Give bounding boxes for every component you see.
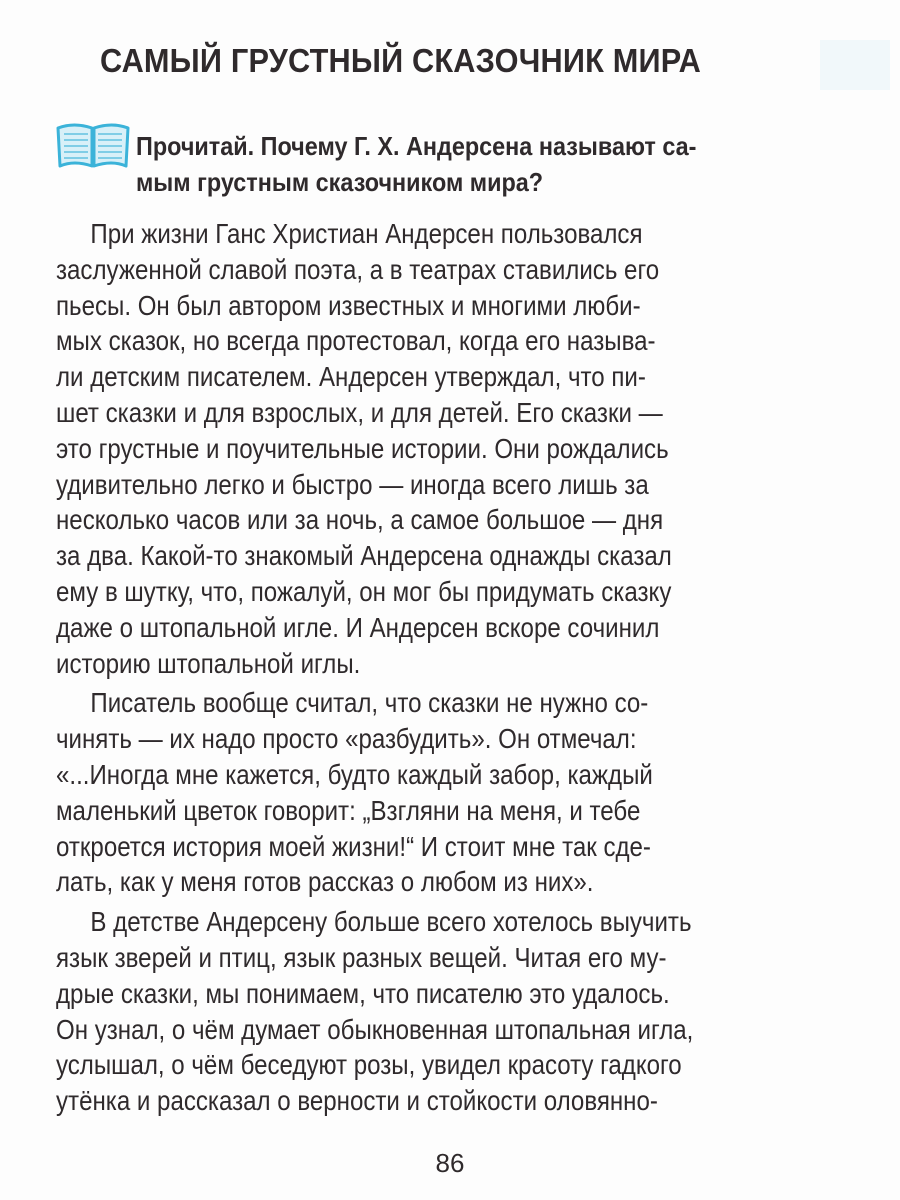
paragraph-3 (56, 904, 896, 1119)
text-line: ему в шутку, что, пожалуй, он мог бы придумать сказку (56, 575, 672, 607)
text-line: это грустные и поучительные истории. Они рождались (56, 432, 669, 464)
page-title: САМЫЙ ГРУСТНЫЙ СКАЗОЧНИК МИРА (100, 42, 702, 79)
text-line: удивительно легко и быстро — иногда всего лишь за (56, 468, 649, 500)
text-line: ли детским писателем. Андерсен утверждал, что пи- (56, 361, 646, 393)
article-body (56, 216, 896, 1123)
text-line: чинять — их надо просто «разбудить». Он отмечал: (56, 723, 637, 755)
bleed-through-shade (820, 40, 890, 90)
text-line: историю штопальной иглы. (56, 647, 361, 679)
text-line: мых сказок, но всегда протестовал, когда его называ- (56, 325, 656, 357)
open-book-icon (52, 120, 134, 170)
text-line: шет сказки и для взрослых, и для детей. Его сказки — (56, 396, 663, 428)
text-line: маленький цветок говорит: „Взгляни на меня, и тебе (56, 794, 641, 826)
text-line: При жизни Ганс Христиан Андерсен пользовался (90, 218, 643, 249)
text-line: пьесы. Он был автором известных и многими люби- (56, 289, 641, 321)
text-line: Писатель вообще считал, что сказки не нужно со- (90, 687, 649, 719)
text-line: Он узнал, о чём думает обыкновенная штопальная игла, (56, 1013, 694, 1045)
text-line: заслуженной славой поэта, а в театрах ставились его (56, 253, 660, 285)
text-line: несколько часов или за ночь, а самое большое — дня (56, 504, 664, 536)
text-line: утёнка и рассказал о верности и стойкости оловянно- (56, 1085, 658, 1117)
text-line: дрые сказки, мы понимаем, что писателю это удалось. (56, 977, 670, 1009)
text-line: услышал, о чём беседуют розы, увидел красоту гадкого (56, 1049, 682, 1081)
text-line: язык зверей и птиц, язык разных вещей. Читая его му- (56, 941, 667, 973)
task-line: мым грустным сказочником мира? (136, 167, 544, 197)
text-line: лать, как у меня готов рассказ о любом из них». (56, 866, 594, 898)
text-line: за два. Какой-то знакомый Андерсена однажды сказал (56, 540, 672, 572)
text-line: В детстве Андерсену больше всего хотелось выучить (90, 906, 692, 938)
task-question (136, 128, 820, 200)
text-line: «...Иногда мне кажется, будто каждый забор, каждый (56, 758, 653, 790)
task-line: Прочитай. Почему Г. Х. Андерсена называют са- (136, 131, 697, 161)
paragraph-1 (56, 216, 896, 681)
text-line: даже о штопальной игле. И Андерсен вскоре сочинил (56, 611, 660, 643)
text-line: откроется история моей жизни!“ И стоит мне так сде- (56, 830, 651, 862)
paragraph-2 (56, 685, 896, 900)
page-number: 86 (435, 1148, 465, 1178)
